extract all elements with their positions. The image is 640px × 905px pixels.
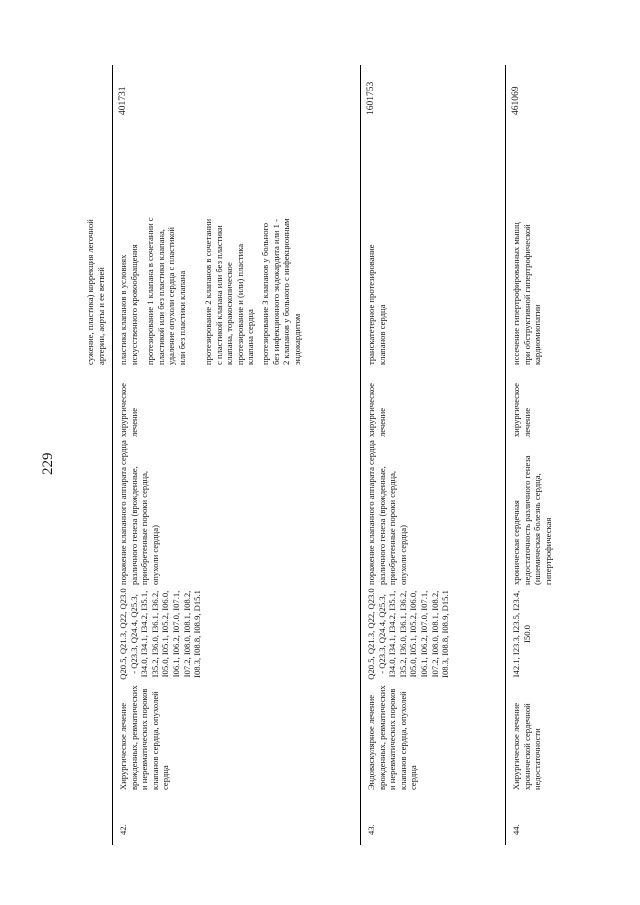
row-divider — [360, 65, 361, 845]
row-method: протезирование 3 клапанов у больного без инфекционного эндокардита или 1 - 2 клапанов у больного с инфекционным эндокардитом — [260, 218, 302, 365]
row-codes: I42.1, I23.3, I23.5, I23.4, I50.0 — [511, 590, 532, 678]
continuation-text: сужение, пластика) коррекция легочной артерии, аорты и ее ветвей — [85, 219, 106, 365]
row-treatment-type: хирургическое лечение — [511, 383, 532, 437]
row-title: Хирургическое лечение врожденных, ревматических и неревматических пороков клапанов сердца, опухолей сердца — [118, 685, 171, 790]
row-number: 43. — [366, 824, 376, 835]
row-method: протезирование 1 клапана в сочетании с пластикой или без пластики клапана, удаление опухоли сердца с пластикой или без пластики клапана — [145, 217, 187, 365]
row-title: Эндоваскулярное лечение врожденных, ревматических и неревматических пороков клапанов сердца, опухолей сердца — [366, 685, 419, 790]
row-codes: Q20.5, Q21.3, Q22, Q23.0 - Q23.3, Q24.4, Q25.3, I34.0, I34.1, I34.2, I35.1, I35.2, I36.0, I36.1, I36.2, I05.0, I05.1, I05.2, I06.0, I06.1, I06.2, I07.0, I07.1, I07.2, I08.0, I08.1, I08.2, I08.3, I08.8, I08.9, D15.1 — [118, 588, 203, 680]
row-number: 42. — [118, 824, 128, 835]
page-number: 229 — [40, 452, 56, 475]
row-method: протезирование 2 клапанов в сочетании с пластикой клапана или без пластики клапана, торакоскопическое протезирование и (или) пластика клапана сердца — [203, 218, 256, 365]
row-method: транскатетерное протезирование клапанов сердца — [366, 244, 387, 365]
row-method: иссечение гипертрофированных мышц при обструктивной гипертрофической кардиомиопатии — [511, 222, 543, 365]
row-model: поражение клапанного аппарата сердца различного генеза (врожденные, приобретенные пороки сердца, опухоли сердца) — [366, 440, 408, 585]
row-treatment-type: хирургическое лечение — [118, 383, 139, 437]
row-model: хроническая сердечная недостаточность различного генеза (ишемическая болезнь сердца, гипертрофическая — [511, 455, 553, 585]
row-model: поражение клапанного аппарата сердца различного генеза (врожденные, приобретенные пороки сердца, опухоли сердца) — [118, 440, 160, 585]
row-divider — [505, 65, 506, 845]
row-price: 1601753 — [366, 81, 376, 115]
row-treatment-type: хирургическое лечение — [366, 383, 387, 437]
row-price: 461069 — [511, 86, 521, 115]
row-codes: Q20.5, Q21.3, Q22, Q23.0 - Q23.3, Q24.4, Q25.3, I34.0, I34.1, I34.2, I35.1, I35.2, I36.0, I36.1, I36.2, I05.0, I05.1, I05.2, I06.0, I06.1, I06.2, I07.0, I07.1, I07.2, I08.0, I08.1, I08.2, I08.3, I08.8, I08.9, D15.1 — [366, 588, 451, 680]
row-method: пластика клапанов в условиях искусственного кровообращения — [118, 244, 139, 365]
row-divider — [112, 65, 113, 845]
row-title: Хирургическое лечение хронической сердечной недостаточности — [511, 702, 543, 790]
row-number: 44. — [511, 824, 521, 835]
row-price: 401731 — [118, 86, 128, 115]
